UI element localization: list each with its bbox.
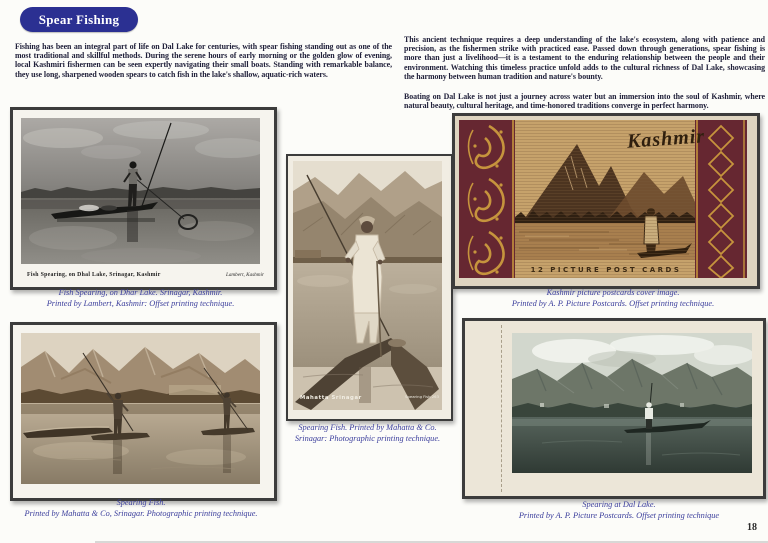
photo-dhal-lake-illustration (21, 118, 260, 264)
caption-line-1: Spearing Fish. (116, 498, 166, 507)
page-number: 18 (747, 522, 757, 533)
postcards-cover-art (459, 120, 753, 282)
intro-paragraph-left: Fishing has been an integral part of life on Dal Lake for centuries, with spear fishing standing out as one of the most traditional and skillful methods. During the serene hours of early morning or the golden glow of evening, local Kashmiri fishermen can be seen expertly navigating their small boats. Standing with remarkable balance, they use long, sharpened wooden spears to catch fish in the lake's shallow, aquatic-rich waters. (15, 41, 392, 79)
photo-mahatta-illustration (293, 161, 442, 410)
caption-mahatta (281, 423, 454, 444)
photo-imprint-studio: Mahatta Srinagar (300, 395, 362, 401)
photo-two-spearmen (10, 322, 277, 501)
intro-paragraph-right-1: This ancient technique requires a deep understanding of the lake's ecosystem, along with patience and precision, as the fishermen strike with practiced ease. Passed down through generations, spear fishing is more than just a livelihood—it is a testament to the enduring relationship between the people and their environment. Watching this timeless practice unfold adds to the cultural richness of Dal Lake, showcasing the harmony between human tradition and nature's bounty. (404, 34, 765, 82)
caption-line-2: Printed by A. P. Picture Postcards. Offset printing technique. (511, 298, 715, 308)
caption-line-1: Fish Spearing, on Dhar Lake. Srinagar, Kashmir. (58, 288, 223, 297)
postcard-spearing-dal-lake (462, 318, 766, 499)
cover-title-script: Kashmir (626, 125, 706, 153)
caption-dhal-lake (10, 288, 271, 309)
caption-two-spearmen (2, 498, 280, 519)
dal-lake-scene (512, 333, 752, 473)
caption-line-1: Spearing Fish. Printed by Mahatta & Co. (298, 423, 437, 432)
caption-postcards-cover (462, 288, 764, 309)
fisherman-portrait-scene (293, 161, 442, 410)
caption-dal-lake (468, 500, 768, 521)
photo-matte-caption (21, 271, 266, 283)
photo-dal-lake-illustration (512, 333, 752, 473)
postcards-cover (452, 113, 760, 289)
caption-line-1: Spearing at Dal Lake. (582, 500, 656, 509)
two-fishermen-scene (21, 333, 260, 484)
caption-line-2: Printed by A. P. Picture Postcards. Offset printing technique (518, 510, 720, 520)
postcard-perforation (501, 325, 502, 492)
caption-line-2: Srinagar: Photographic printing technique. (294, 433, 441, 443)
cover-bottom-text: 12 PICTURE POST CARDS (530, 266, 682, 274)
section-title: Spear Fishing (38, 11, 120, 27)
photo-imprint-title: Fish Spearing, on Dhal Lake, Srinagar, Kashmir (27, 272, 161, 278)
lake-scene-grayscale (21, 118, 260, 264)
caption-line-2: Printed by Mahatta & Co, Srinagar. Photographic printing technique. (24, 508, 258, 518)
photo-two-spearmen-illustration (21, 333, 260, 484)
photo-fish-spearing-dhal-lake (10, 107, 277, 290)
photo-imprint-publisher: Lambert, Kashmir (225, 272, 264, 278)
section-title-badge (20, 7, 138, 32)
photo-imprint-series: Spearing Fish 263 (405, 394, 439, 399)
intro-paragraph-right-2: Boating on Dal Lake is not just a journey across water but an immersion into the soul of Kashmir, where natural beauty, cultural heritage, and time-honored traditions converge in perfect harmony. (404, 91, 765, 111)
photo-spearing-fish-mahatta (286, 154, 453, 421)
caption-line-1: Kashmir picture postcards cover image. (546, 288, 680, 297)
caption-line-2: Printed by Lambert, Kashmir: Offset printing technique. (46, 298, 235, 308)
